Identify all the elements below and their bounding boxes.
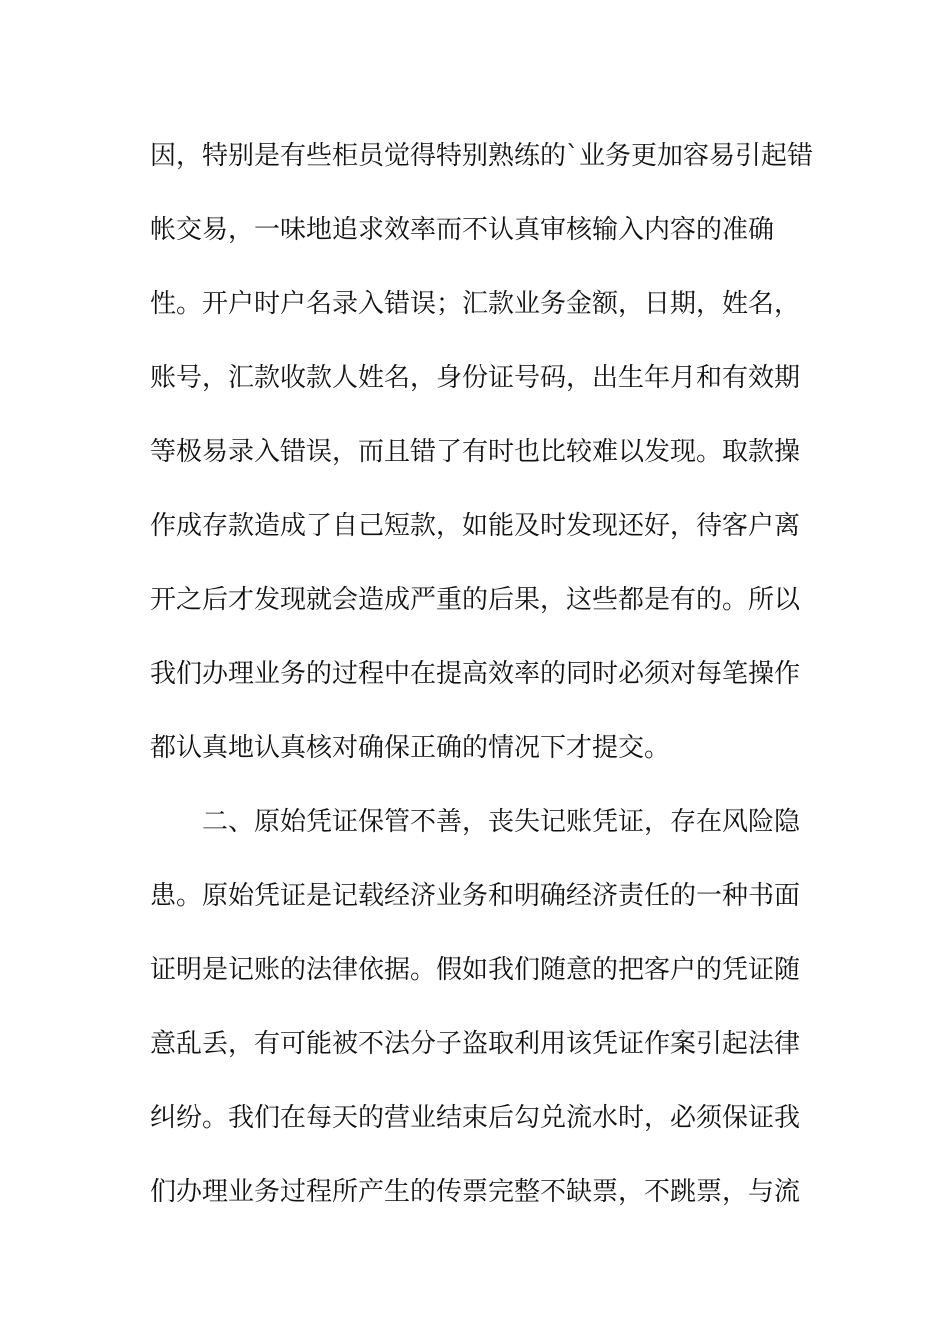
paragraph-line-1: 因，特别是有些柜员觉得特别熟练的`业务更加容易引起错 (150, 141, 814, 171)
paragraph-line-13: 意乱丢，有可能被不法分子盗取利用该凭证作案引起法律 (150, 1029, 801, 1059)
paragraph-line-8: 我们办理业务的过程中在提高效率的同时必须对每笔操作 (150, 659, 801, 689)
paragraph-line-4: 账号，汇款收款人姓名，身份证号码，出生年月和有效期 (150, 363, 801, 393)
paragraph-line-12: 证明是记账的法律依据。假如我们随意的把客户的凭证随 (150, 955, 801, 985)
paragraph-line-3: 性。开户时户名录入错误；汇款业务金额，日期，姓名， (150, 289, 801, 319)
section-heading-line: 二、原始凭证保管不善，丧失记账凭证，存在风险隐 (202, 807, 801, 837)
paragraph-line-11: 患。原始凭证是记载经济业务和明确经济责任的一种书面 (150, 881, 801, 911)
paragraph-line-7: 开之后才发现就会造成严重的后果，这些都是有的。所以 (150, 585, 801, 615)
paragraph-line-14: 纠纷。我们在每天的营业结束后勾兑流水时，必须保证我 (150, 1103, 801, 1133)
paragraph-line-15: 们办理业务过程所产生的传票完整不缺票，不跳票，与流 (150, 1177, 801, 1207)
paragraph-line-5: 等极易录入错误，而且错了有时也比较难以发现。取款操 (150, 437, 801, 467)
paragraph-line-6: 作成存款造成了自己短款，如能及时发现还好，待客户离 (150, 511, 801, 541)
paragraph-line-9: 都认真地认真核对确保正确的情况下才提交。 (150, 733, 671, 763)
paragraph-line-2: 帐交易，一味地追求效率而不认真审核输入内容的准确 (150, 215, 775, 245)
